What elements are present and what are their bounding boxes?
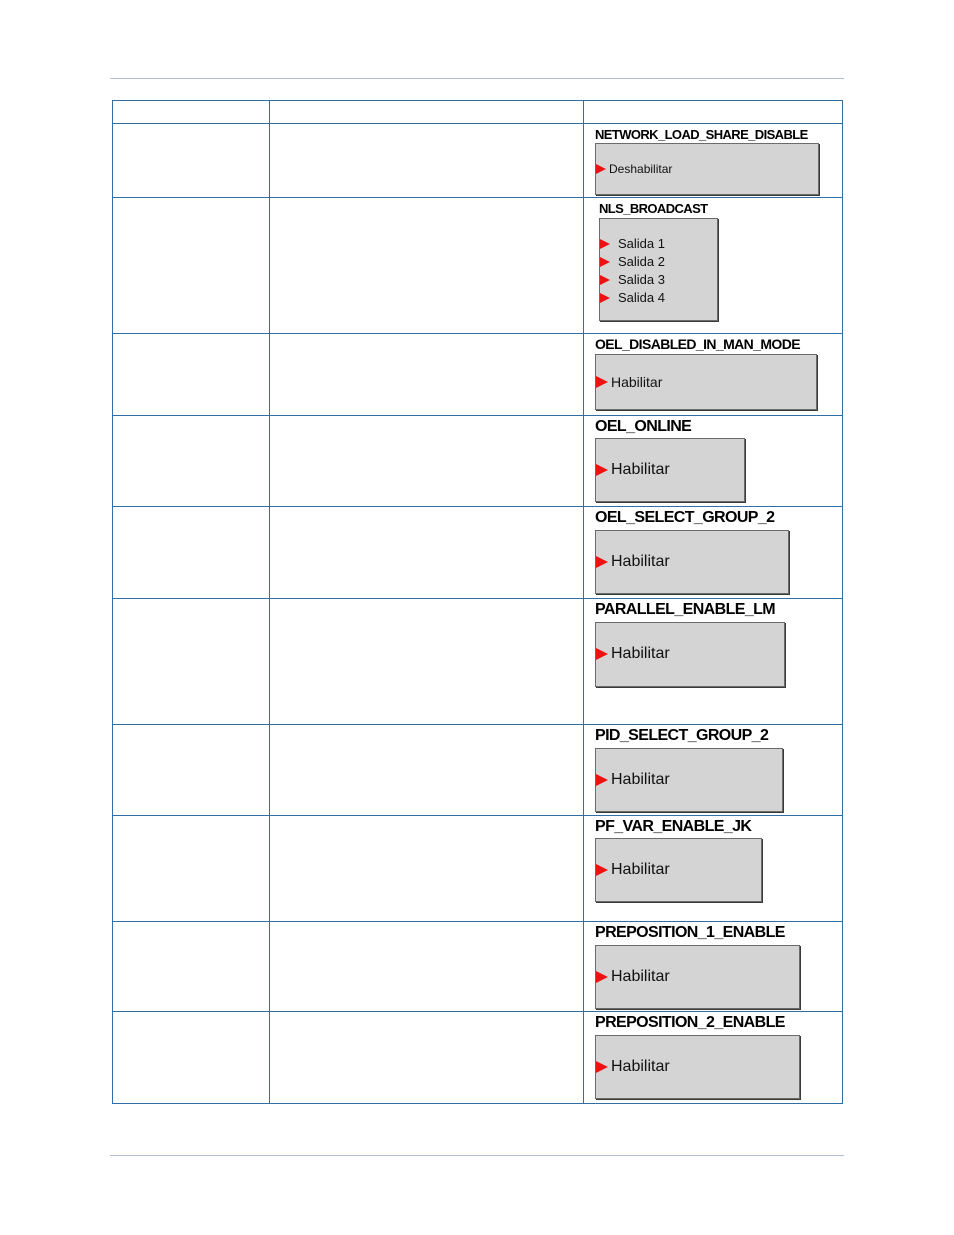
- header-cell-3: [584, 101, 843, 124]
- input-label: Habilitar: [611, 645, 670, 662]
- row-name-cell: [113, 334, 270, 416]
- row-description-cell: [270, 725, 584, 816]
- block-body: [595, 143, 819, 195]
- block-input: [596, 968, 670, 986]
- row-description-cell: [270, 1012, 584, 1104]
- red-triangle-input-icon: [596, 971, 608, 983]
- table-row: [113, 416, 843, 507]
- input-label: Habilitar: [611, 771, 670, 788]
- block-title: OEL_ONLINE: [595, 418, 692, 435]
- row-description-cell: [270, 507, 584, 599]
- block-body: [595, 438, 745, 502]
- table-row: [113, 507, 843, 599]
- logic-block: [595, 127, 808, 176]
- input-label: Habilitar: [611, 461, 670, 478]
- header-rule: [110, 78, 844, 79]
- input-label: Salida 3: [618, 272, 665, 287]
- red-triangle-input-icon: [596, 376, 608, 388]
- red-triangle-input-icon: [600, 257, 610, 267]
- block-input: [600, 272, 665, 287]
- block-cell: [584, 124, 843, 198]
- block-cell: [584, 816, 843, 922]
- row-description-cell: [270, 599, 584, 725]
- row-name-cell: [113, 599, 270, 725]
- red-triangle-input-icon: [596, 864, 608, 876]
- block-cell: [584, 599, 843, 725]
- block-body: [595, 530, 789, 594]
- input-label: Habilitar: [611, 968, 670, 985]
- block-title: PID_SELECT_GROUP_2: [595, 727, 769, 744]
- logic-block: [595, 418, 692, 478]
- red-triangle-input-icon: [596, 648, 608, 660]
- table-row: [113, 334, 843, 416]
- block-body: [595, 622, 785, 687]
- block-input: [596, 461, 670, 479]
- block-input: [600, 236, 665, 251]
- footer-rule: [110, 1155, 844, 1156]
- red-triangle-input-icon: [596, 1061, 608, 1073]
- block-cell: [584, 725, 843, 816]
- row-name-cell: [113, 416, 270, 507]
- block-title: NETWORK_LOAD_SHARE_DISABLE: [595, 127, 808, 142]
- block-title: PREPOSITION_1_ENABLE: [595, 924, 785, 941]
- red-triangle-input-icon: [596, 774, 608, 786]
- logic-block: [595, 727, 769, 788]
- block-input: [596, 645, 670, 663]
- row-description-cell: [270, 416, 584, 507]
- block-body: [599, 218, 718, 321]
- logic-block: [595, 924, 785, 985]
- header-cell-2: [270, 101, 584, 124]
- red-triangle-input-icon: [600, 293, 610, 303]
- input-label: Habilitar: [611, 374, 663, 390]
- input-label: Habilitar: [611, 1058, 670, 1075]
- block-cell: [584, 416, 843, 507]
- block-input: [596, 162, 672, 176]
- block-cell: [584, 507, 843, 599]
- logic-block: [599, 201, 708, 305]
- block-title: OEL_DISABLED_IN_MAN_MODE: [595, 336, 800, 352]
- block-input: [600, 254, 665, 269]
- block-input: [596, 861, 670, 879]
- block-title: OEL_SELECT_GROUP_2: [595, 509, 775, 526]
- block-body: [595, 945, 800, 1009]
- block-title: PREPOSITION_2_ENABLE: [595, 1014, 785, 1031]
- table-row: [113, 922, 843, 1012]
- block-cell: [584, 1012, 843, 1104]
- table-row: [113, 1012, 843, 1104]
- logic-block: [595, 818, 752, 878]
- block-title: NLS_BROADCAST: [599, 201, 708, 216]
- block-input: [596, 553, 670, 571]
- block-body: [595, 354, 817, 410]
- row-name-cell: [113, 725, 270, 816]
- table-row: [113, 599, 843, 725]
- logic-block: [595, 601, 776, 662]
- row-name-cell: [113, 922, 270, 1012]
- block-body: [595, 748, 783, 812]
- input-label: Salida 4: [618, 290, 665, 305]
- logic-block: [595, 336, 800, 390]
- block-input: [596, 374, 662, 390]
- block-input: [596, 1058, 670, 1076]
- block-input: [596, 771, 670, 789]
- row-description-cell: [270, 124, 584, 198]
- red-triangle-input-icon: [596, 464, 608, 476]
- block-cell: [584, 334, 843, 416]
- block-body: [595, 838, 762, 902]
- input-label: Habilitar: [611, 861, 670, 878]
- row-name-cell: [113, 1012, 270, 1104]
- table-row: [113, 816, 843, 922]
- row-name-cell: [113, 816, 270, 922]
- logic-block: [595, 1014, 785, 1075]
- red-triangle-input-icon: [596, 164, 606, 174]
- input-label: Habilitar: [611, 553, 670, 570]
- table-row: [113, 124, 843, 198]
- row-name-cell: [113, 507, 270, 599]
- input-label: Deshabilitar: [609, 162, 673, 176]
- block-input: [600, 290, 665, 305]
- table-row: [113, 198, 843, 334]
- logic-elements-table: [112, 100, 843, 1104]
- table-row: [113, 725, 843, 816]
- block-cell: [584, 922, 843, 1012]
- header-cell-1: [113, 101, 270, 124]
- logic-block: [595, 509, 775, 570]
- row-description-cell: [270, 198, 584, 334]
- block-cell: [584, 198, 843, 334]
- input-label: Salida 1: [618, 236, 665, 251]
- block-title: PARALLEL_ENABLE_LM: [595, 601, 776, 618]
- row-description-cell: [270, 334, 584, 416]
- row-name-cell: [113, 198, 270, 334]
- block-body: [595, 1035, 800, 1099]
- row-name-cell: [113, 124, 270, 198]
- red-triangle-input-icon: [600, 275, 610, 285]
- row-description-cell: [270, 816, 584, 922]
- row-description-cell: [270, 922, 584, 1012]
- input-label: Salida 2: [618, 254, 665, 269]
- red-triangle-input-icon: [600, 239, 610, 249]
- block-title: PF_VAR_ENABLE_JK: [595, 818, 752, 835]
- table-header-row: [113, 101, 843, 124]
- red-triangle-input-icon: [596, 556, 608, 568]
